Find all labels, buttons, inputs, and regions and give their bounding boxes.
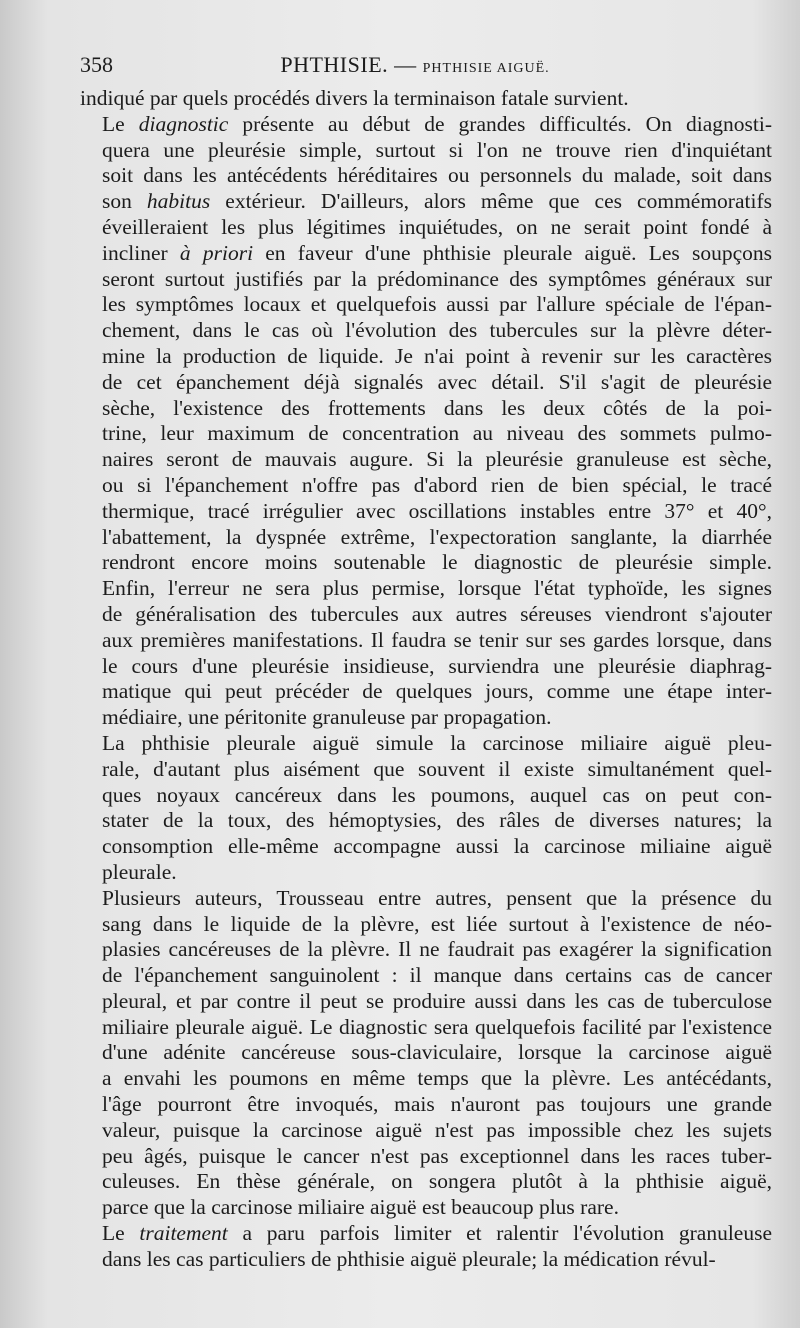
paragraph <box>80 86 772 112</box>
text-line: seront surtout justifiés par la prédominance des symptômes généraux sur <box>102 266 772 291</box>
text-line: trine, leur maximum de concentration au niveau des sommets pulmo- <box>102 421 772 446</box>
text-line: matique qui peut précéder de quelques jours, comme une étape inter- <box>102 679 772 704</box>
text-line: les symptômes locaux et quelquefois aussi par l'allure spéciale de l'épan- <box>102 292 772 317</box>
text-line: d'une adénite cancéreuse sous-claviculaire, lorsque la carcinose aiguë <box>102 1040 772 1065</box>
text-line: éveilleraient les plus légitimes inquiétudes, on ne serait point fondé à <box>102 214 772 239</box>
text-line: peu âgés, puisque le cancer n'est pas exceptionnel dans les races tuber- <box>102 1143 772 1168</box>
text-line: naires seront de mauvais augure. Si la pleurésie granuleuse est sèche, <box>102 447 772 472</box>
text-line: pleurale. <box>102 859 177 884</box>
text-line: sang dans le liquide de la plèvre, est liée surtout à l'existence de néo- <box>102 911 772 936</box>
text-line: La phthisie pleurale aiguë simule la carcinose miliaire aiguë pleu- <box>102 730 772 755</box>
text-line: dans les cas particuliers de phthisie aiguë pleurale; la médication révul- <box>102 1246 716 1271</box>
text-line: le cours d'une pleurésie insidieuse, surviendra une pleurésie diaphrag- <box>102 653 772 678</box>
text-line: rale, d'autant plus aisément que souvent il existe simultanément quel- <box>102 756 772 781</box>
text-line: rendront encore moins soutenable le diagnostic de pleurésie simple. <box>102 550 772 575</box>
text-line: médiaire, une péritonite granuleuse par propagation. <box>102 705 552 730</box>
text-line: l'âge pourront être invoqués, mais n'auront pas toujours une grande <box>102 1092 772 1117</box>
text-line: mine la production de liquide. Je n'ai point à revenir sur les caractères <box>102 343 772 368</box>
paragraph <box>80 1221 772 1273</box>
text-line: Enfin, l'erreur ne sera plus permise, lorsque l'état typhoïde, les signes <box>102 576 772 601</box>
title-separator: — <box>394 52 417 77</box>
text-line: incliner à priori en faveur d'une phthisie pleurale aiguë. Les soupçons <box>102 240 772 265</box>
text-line: consomption elle-même accompagne aussi la carcinose miliaine aiguë <box>102 834 772 859</box>
running-header <box>80 52 750 82</box>
text-line: de cet épanchement déjà signalés avec détail. S'il s'agit de pleurésie <box>102 369 772 394</box>
page-number: 358 <box>80 52 113 77</box>
text-line: sèche, l'existence des frottements dans les deux côtés de la poi- <box>102 395 772 420</box>
text-line: Plusieurs auteurs, Trousseau entre autres, pensent que la présence du <box>102 885 772 910</box>
text-line: valeur, puisque la carcinose aiguë n'est pas impossible chez les sujets <box>102 1117 772 1142</box>
text-line: l'abattement, la dyspnée extrême, l'expectoration sanglante, la diarrhée <box>102 524 772 549</box>
text-line: Le diagnostic présente au début de grandes difficultés. On diagnosti- <box>102 111 772 136</box>
text-line: Le traitement a paru parfois limiter et ralentir l'évolution granuleuse <box>102 1221 772 1246</box>
text-line: stater de la toux, des hémoptysies, des râles de diverses natures; la <box>102 808 772 833</box>
text-line: miliaire pleurale aiguë. Le diagnostic sera quelquefois facilité par l'existence <box>102 1014 772 1039</box>
page-body-text <box>80 86 772 1273</box>
text-line: de l'épanchement sanguinolent : il manque dans certains cas de cancer <box>102 963 772 988</box>
text-line: culeuses. En thèse générale, on songera plutôt à la phthisie aiguë, <box>102 1169 772 1194</box>
text-line: de généralisation des tubercules aux autres séreuses viendront s'ajouter <box>102 601 772 626</box>
text-line: ques noyaux cancéreux dans les poumons, auquel cas on peut con- <box>102 782 772 807</box>
text-line: thermique, tracé irrégulier avec oscillations instables entre 37° et 40°, <box>102 498 772 523</box>
paragraph <box>80 112 772 731</box>
text-line: aux premières manifestations. Il faudra se tenir sur ses gardes lorsque, dans <box>102 627 772 652</box>
text-line: parce que la carcinose miliaire aiguë est beaucoup plus rare. <box>102 1195 619 1220</box>
paragraph <box>80 731 772 886</box>
text-line: chement, dans le cas où l'évolution des tubercules sur la plèvre déter- <box>102 318 772 343</box>
section-title: PHTHISIE AIGUË. <box>422 61 550 76</box>
emphasis: diagnostic <box>138 111 229 136</box>
text-line: son habitus extérieur. D'ailleurs, alors même que ces commémoratifs <box>102 189 772 214</box>
emphasis: à priori <box>179 240 254 265</box>
paragraph <box>80 886 772 1221</box>
text-line: ou si l'épanchement n'offre pas d'abord rien de bien spécial, le tracé <box>102 472 772 497</box>
emphasis: traitement <box>139 1221 228 1246</box>
chapter-title: PHTHISIE. <box>280 52 389 77</box>
text-line: a envahi les poumons en même temps que la plèvre. Les antécédants, <box>102 1066 772 1091</box>
text-line: soit dans les antécédents héréditaires ou personnels du malade, soit dans <box>102 163 772 188</box>
text-line: pleural, et par contre il peut se produire aussi dans les cas de tuberculose <box>102 988 772 1013</box>
text-line: quera une pleurésie simple, surtout si l'on ne trouve rien d'inquiétant <box>102 137 772 162</box>
text-line: indiqué par quels procédés divers la terminaison fatale survient. <box>80 86 629 110</box>
running-title <box>80 52 750 78</box>
emphasis: habitus <box>146 189 211 214</box>
text-line: plasies cancéreuses de la plèvre. Il ne faudrait pas exagérer la signification <box>102 937 772 962</box>
